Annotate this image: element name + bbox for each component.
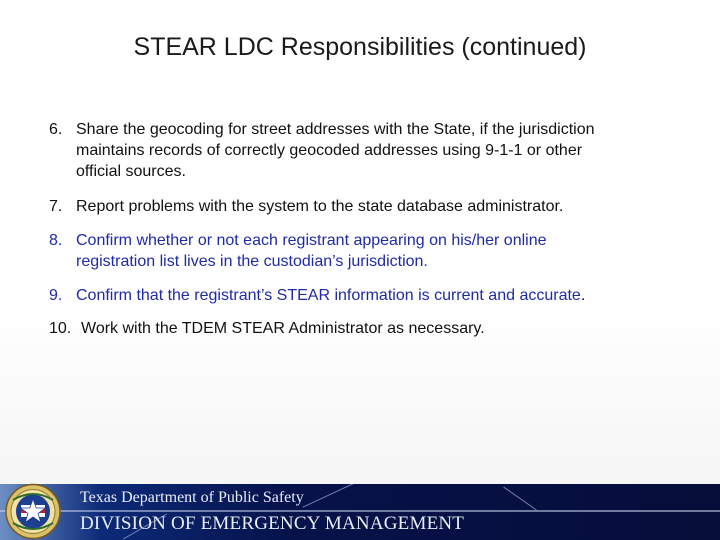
footer-decoration xyxy=(503,487,536,511)
list-item-10 xyxy=(49,318,689,339)
item-text: Confirm whether or not each registrant appearing on his/her online registration list lives in the custodian’s jurisdiction. xyxy=(76,232,547,270)
item-number: 9. xyxy=(49,287,63,304)
list-item-6 xyxy=(49,119,689,182)
item-text: Confirm that the registrant’s STEAR information is current and accurate. xyxy=(76,287,586,304)
page-title: STEAR LDC Responsibilities (continued) xyxy=(133,33,587,61)
list-item-7 xyxy=(49,196,689,217)
division-name: DIVISION OF EMERGENCY MANAGEMENT xyxy=(80,513,465,534)
list-item-9 xyxy=(49,285,689,306)
item-text: Share the geocoding for street addresses with the State, if the jurisdiction maintains records of correctly geocoded addresses using 9-1-1 or other official sources. xyxy=(76,121,595,180)
item-number: 6. xyxy=(49,121,63,138)
footer-stripe xyxy=(0,510,720,512)
department-name: Texas Department of Public Safety xyxy=(80,489,304,506)
footer-decoration xyxy=(303,484,358,508)
item-text: Work with the TDEM STEAR Administrator as necessary. xyxy=(81,320,485,337)
item-number: 8. xyxy=(49,232,63,249)
item-number: 7. xyxy=(49,198,63,215)
texas-dps-seal-icon xyxy=(3,483,63,540)
list-item-8 xyxy=(49,230,689,272)
item-text: Report problems with the system to the state database administrator. xyxy=(76,198,564,215)
item-number: 10. xyxy=(49,320,72,337)
